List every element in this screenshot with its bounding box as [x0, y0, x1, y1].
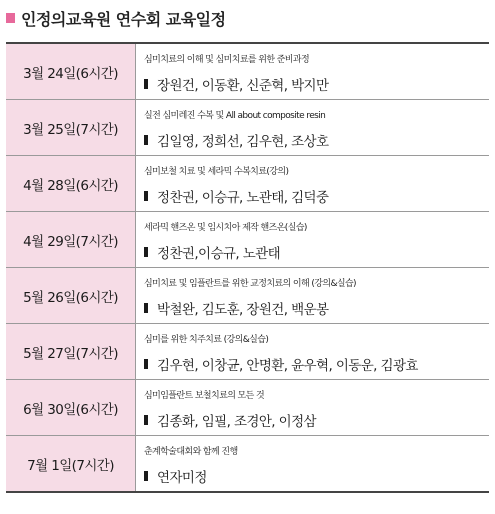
- schedule-table: [6, 42, 489, 493]
- speakers-line: [144, 466, 489, 485]
- speakers-line: [144, 410, 489, 429]
- bullet-icon: [144, 359, 148, 369]
- session-details: [136, 156, 489, 211]
- bullet-icon: [144, 303, 148, 313]
- session-date: 4월 29일(7시간): [6, 212, 136, 267]
- session-topic: 춘계학술대회와 함께 진행: [144, 447, 238, 457]
- bullet-icon: [144, 79, 148, 89]
- session-details: [136, 324, 489, 379]
- title-bar: [6, 6, 226, 30]
- session-speakers: 정찬권,이승규, 노관태: [157, 245, 281, 262]
- session-speakers: 장원건, 이동환, 신준혁, 박지만: [157, 77, 329, 94]
- session-details: [136, 268, 489, 323]
- session-date: 5월 26일(6시간): [6, 268, 136, 323]
- session-details: [136, 44, 489, 99]
- session-date: 3월 25일(7시간): [6, 100, 136, 155]
- schedule-row: [6, 380, 489, 436]
- schedule-row: [6, 44, 489, 100]
- session-topic: 실전 심미레진 수복 및 All about composite resin: [144, 111, 326, 121]
- bullet-icon: [144, 135, 148, 145]
- schedule-row: [6, 100, 489, 156]
- session-speakers: 박철완, 김도훈, 장원건, 백운봉: [157, 301, 329, 318]
- bullet-icon: [144, 247, 148, 257]
- session-topic: 심미를 위한 치주치료 (강의&실습): [144, 335, 269, 345]
- session-details: [136, 100, 489, 155]
- session-topic: 심미보철 치료 및 세라믹 수복치료(강의): [144, 167, 289, 177]
- pink-square-icon: [6, 13, 15, 23]
- session-speakers: 김우현, 이창균, 안명환, 윤우혁, 이동운, 김광효: [157, 357, 418, 374]
- session-date: 7월 1일(7시간): [6, 436, 136, 491]
- session-speakers: 김종화, 임필, 조경안, 이정삼: [157, 413, 316, 430]
- schedule-row: [6, 156, 489, 212]
- schedule-row: [6, 436, 489, 493]
- speakers-line: [144, 74, 489, 93]
- session-date: 4월 28일(6시간): [6, 156, 136, 211]
- schedule-row: [6, 324, 489, 380]
- session-topic: 심미치료의 이해 및 심미치료를 위한 준비과정: [144, 55, 310, 65]
- session-details: [136, 380, 489, 435]
- speakers-line: [144, 298, 489, 317]
- page-title: 인정의교육원 연수회 교육일정: [21, 9, 226, 29]
- session-speakers: 정찬권, 이승규, 노관태, 김덕중: [157, 189, 329, 206]
- speakers-line: [144, 354, 489, 373]
- bullet-icon: [144, 191, 148, 201]
- session-speakers: 연자미정: [157, 469, 207, 486]
- session-speakers: 김일영, 정희선, 김우현, 조상호: [157, 133, 329, 150]
- session-details: [136, 212, 489, 267]
- schedule-row: [6, 268, 489, 324]
- session-topic: 심미치료 및 임플란트를 위한 교정치료의 이해 (강의&실습): [144, 279, 356, 289]
- session-date: 5월 27일(7시간): [6, 324, 136, 379]
- speakers-line: [144, 130, 489, 149]
- session-topic: 심미임플란트 보철치료의 모든 것: [144, 391, 265, 401]
- session-topic: 세라믹 핸즈온 및 임시치아 제작 핸즈온(실습): [144, 223, 307, 233]
- bullet-icon: [144, 415, 148, 425]
- schedule-row: [6, 212, 489, 268]
- speakers-line: [144, 186, 489, 205]
- session-details: [136, 436, 489, 491]
- session-date: 6월 30일(6시간): [6, 380, 136, 435]
- session-date: 3월 24일(6시간): [6, 44, 136, 99]
- speakers-line: [144, 242, 489, 261]
- bullet-icon: [144, 471, 148, 481]
